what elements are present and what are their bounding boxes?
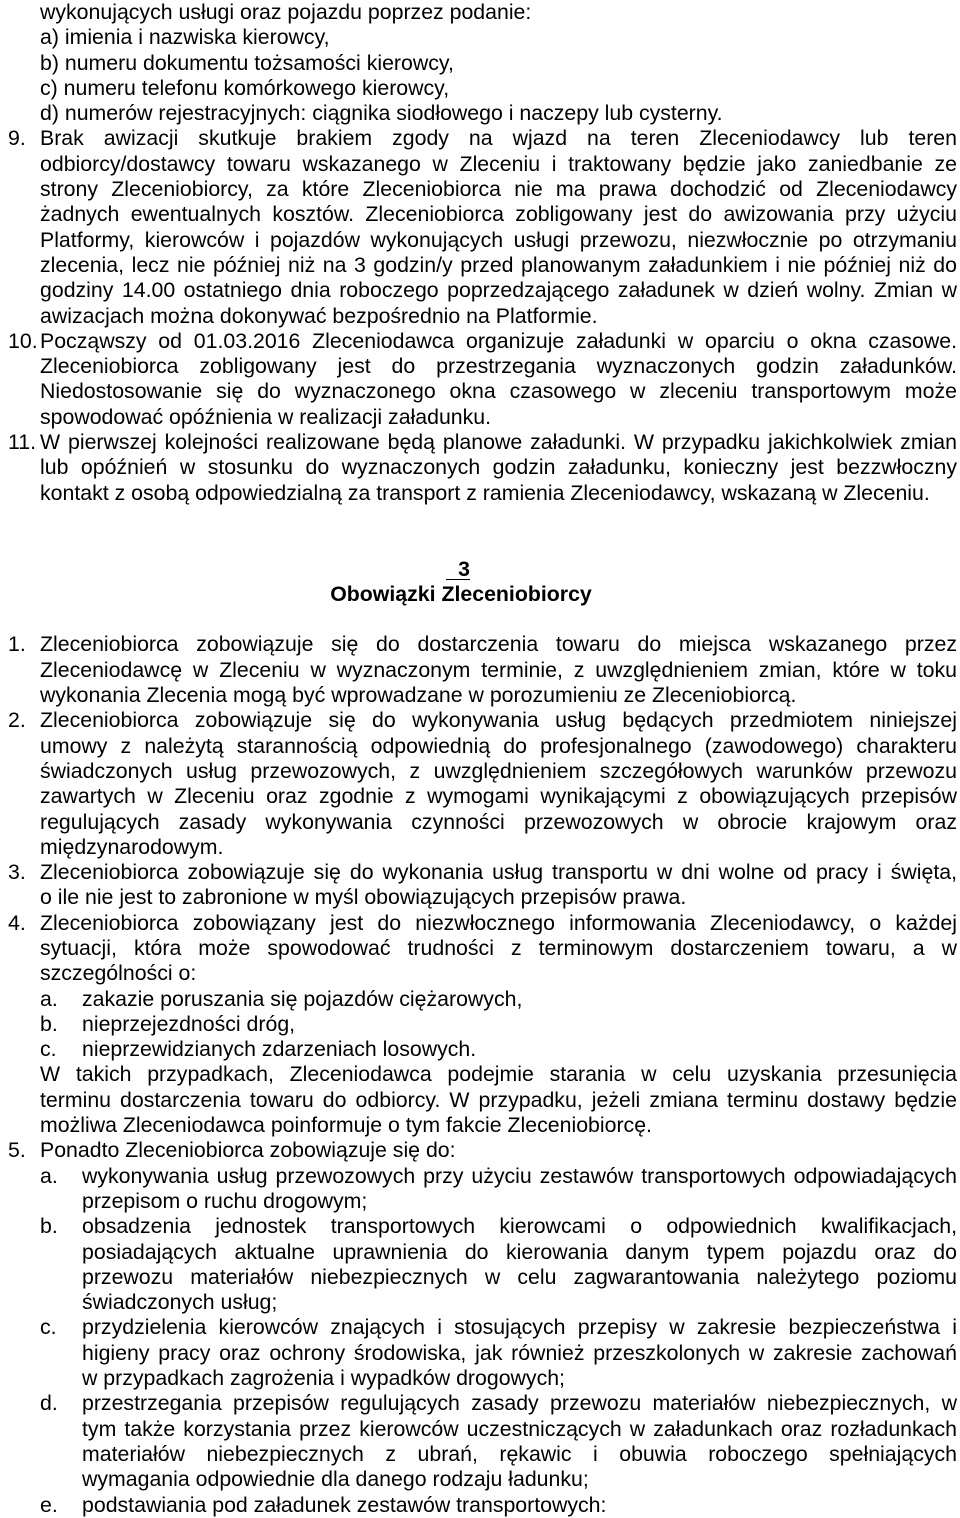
item-number: 4. [8, 910, 26, 935]
list-item [0, 911, 957, 1139]
list-item [0, 860, 957, 911]
sub-item [40, 1164, 957, 1215]
text-line: spowodować opóźnienia w realizacji załadunku. [40, 404, 492, 429]
sub-item [40, 1012, 957, 1037]
text-line: szczególności o: [40, 961, 197, 986]
text-line: możliwa Zleceniodawca poinformuje o tym fakcie Zleceniobiorcę. [40, 1113, 652, 1138]
text-line: świadczonych usług przewozowych, z uwzględnieniem szczegółowych warunków przewozu [40, 758, 957, 783]
text-line: higieny pracy oraz ochrony środowiska, jak również przeszkolonych w zakresie zachowań [82, 1340, 957, 1365]
sub-item-letter: d. [40, 1391, 58, 1416]
text-line: Zleceniobiorca zobligowany jest do przestrzegania wyznaczonych godzin załadunków. [40, 354, 957, 379]
sub-item-letter: a. [40, 1163, 58, 1188]
item-number: 2. [8, 708, 26, 733]
text-line: tym także korzystania przez kierowców uczestniczących w załadunkach oraz rozładunkach [82, 1416, 957, 1441]
text-line: nieprzewidzianych zdarzeniach losowych. [82, 1037, 477, 1062]
text-line: przepisom o ruchu drogowym; [82, 1188, 368, 1213]
spacer [0, 531, 960, 556]
text-line: żadnych ewentualnych kosztów. Zleceniobiorca zobligowany jest do awizowania przy użyciu [40, 202, 957, 227]
list-item [0, 430, 957, 506]
text-line: Platformy, kierowców i pojazdów wykonujących usługi przewozu, niezwłocznie po otrzymaniu [40, 227, 957, 252]
list-item [0, 329, 957, 430]
text-line: Niedostosowanie się do wyznaczonego okna czasowego w zleceniu transportowym może [40, 379, 957, 404]
section-number-row [0, 557, 922, 582]
text-line: wykonujących usługi oraz pojazdu poprzez podanie: [40, 0, 532, 24]
text-line: wykonywania usług przewozowych przy użyciu zestawów transportowych odpowiadających [82, 1163, 957, 1188]
spacer [0, 607, 960, 632]
text-line: c) numeru telefonu komórkowego kierowcy, [40, 75, 450, 100]
text-line: b) numeru dokumentu tożsamości kierowcy, [40, 50, 454, 75]
sub-item [40, 1214, 957, 1315]
text-line: przewozu materiałów niebezpiecznych w celu zagwarantowania należytego poziomu [82, 1264, 957, 1289]
text-line: przydzielenia kierowców znających i stosujących przepisy w zakresie bezpieczeństwa i [82, 1315, 957, 1340]
text-line: Zleceniobiorca zobowiązuje się do dostarczenia towaru do miejsca wskazanego przez [40, 632, 957, 657]
item-number: 9. [8, 126, 26, 151]
sub-item [40, 1391, 957, 1492]
text-line: Zleceniobiorca zobowiązuje się do wykonywania usług będących przedmiotem niniejszej [40, 708, 957, 733]
text-line: podstawiania pod załadunek zestawów transportowych: [82, 1492, 607, 1517]
item-number: 11. [8, 430, 37, 455]
section-title: Obowiązki Zleceniobiorcy [330, 581, 592, 606]
list-item [0, 1138, 957, 1517]
text-line: Zleceniobiorca zobowiązany jest do niezwłocznego informowania Zleceniodawcy, o każdej [40, 910, 957, 935]
list-item [0, 632, 957, 708]
text-line: awizacjach można dokonywać bezpośrednio na Platformie. [40, 303, 598, 328]
text-line: W takich przypadkach, Zleceniodawca podejmie starania w celu uzyskania przesunięcia [40, 1062, 957, 1087]
section-heading [0, 557, 922, 608]
text-line: terminu dostarczenia towaru do odbiorcy. W przypadku, jeżeli zmiana terminu dostawy będzie [40, 1087, 957, 1112]
text-line: zlecenia, lecz nie później niż na 3 godzin/y przed planowanym załadunkiem i nie później niż do [40, 252, 957, 277]
text-line: międzynarodowym. [40, 834, 224, 859]
sub-item-letter: a. [40, 986, 58, 1011]
text-line: godziny 14.00 ostatniego dnia roboczego poprzedzającego załadunek w dzień wolny. Zmian w [40, 278, 957, 303]
text-line: przestrzegania przepisów regulujących zasady przewozu materiałów niebezpiecznych, w [82, 1391, 957, 1416]
sub-item-letter: b. [40, 1214, 58, 1239]
text-line: wykonania Zlecenia mogą być wprowadzane w porozumieniu ze Zleceniobiorcą. [40, 683, 797, 708]
text-line: zakazie poruszania się pojazdów ciężarowych, [82, 986, 523, 1011]
text-line: regulujących zasady wykonywania czynności przewozowych w obrocie krajowym oraz [40, 809, 957, 834]
list-item [0, 126, 957, 328]
text-line: strony Zleceniobiorcy, za które Zleceniobiorca nie ma prawa dochodzić od Zleceniodawcy [40, 177, 957, 202]
item-number: 10. [8, 328, 38, 353]
text-line: kontakt z osobą odpowiedzialną za transport z ramienia Zleceniodawcy, wskazaną w Zleceniu. [40, 480, 930, 505]
sub-item-letter: e. [40, 1492, 58, 1517]
text-line: lub opóźnień w stosunku do wyznaczonych godzin załadunku, konieczny jest bezzwłoczny [40, 455, 957, 480]
text-line: posiadających aktualne uprawnienia do kierowania danym typem pojazdu oraz do [82, 1239, 957, 1264]
text-line: Brak awizacji skutkuje brakiem zgody na wjazd na teren Zleceniodawcy lub teren [40, 126, 957, 151]
section-number: 3 [446, 559, 470, 580]
text-line: d) numerów rejestracyjnych: ciągnika siodłowego i naczepy lub cysterny. [40, 101, 723, 126]
sub-item [40, 1315, 957, 1391]
sub-item [40, 1037, 957, 1062]
list-item [0, 708, 957, 860]
continued-paragraph [0, 0, 957, 126]
text-line: Począwszy od 01.03.2016 Zleceniodawca organizuje załadunki w oparciu o okna czasowe. [40, 328, 957, 353]
text-line: Zleceniodawcę w Zleceniu w wyznaczonym terminie, z uwzględnieniem zmian, które w toku [40, 657, 957, 682]
item-number: 5. [8, 1138, 26, 1163]
text-line: w przypadkach zagrożenia i wypadków drogowych; [82, 1366, 565, 1391]
text-line: o ile nie jest to zabronione w myśl obowiązujących przepisów prawa. [40, 885, 687, 910]
sub-item [40, 1493, 957, 1518]
text-line: Ponadto Zleceniobiorca zobowiązuje się do: [40, 1138, 456, 1163]
sub-item-letter: b. [40, 1011, 58, 1036]
item-number: 3. [8, 860, 26, 885]
text-line: wymagania odpowiednie dla danego rodzaju ładunku; [82, 1467, 589, 1492]
text-line: świadczonych usług; [82, 1290, 278, 1315]
text-line: nieprzejezdności dróg, [82, 1011, 296, 1036]
text-line: materiałów niebezpiecznych z ubrań, rękawic i obuwia roboczego spełniających [82, 1441, 957, 1466]
text-line: zawartych w Zleceniu oraz zgodnie z wymogami wynikającymi z obowiązujących przepisów [40, 784, 957, 809]
sub-item-letter: c. [40, 1037, 57, 1062]
sub-item-letter: c. [40, 1315, 57, 1340]
text-line: odbiorcy/dostawcy towaru wskazanego w Zleceniu i traktowany będzie jako zaniedbanie ze [40, 151, 957, 176]
sub-item [40, 987, 957, 1012]
text-line: a) imienia i nazwiska kierowcy, [40, 25, 330, 50]
text-line: W pierwszej kolejności realizowane będą planowe załadunki. W przypadku jakichkolwiek zmian [40, 430, 957, 455]
text-line: obsadzenia jednostek transportowych kierowcami o odpowiednich kwalifikacjach, [82, 1214, 957, 1239]
text-line: umowy z należytą starannością odpowiednią do profesjonalnego (zawodowego) charakteru [40, 733, 957, 758]
item-number: 1. [8, 632, 26, 657]
spacer [0, 506, 960, 531]
text-line: Zleceniobiorca zobowiązuje się do wykonania usług transportu w dni wolne od pracy i święta, [40, 860, 957, 885]
text-line: sytuacji, która może spowodować trudności z terminowym dostarczeniem towaru, a w [40, 935, 957, 960]
